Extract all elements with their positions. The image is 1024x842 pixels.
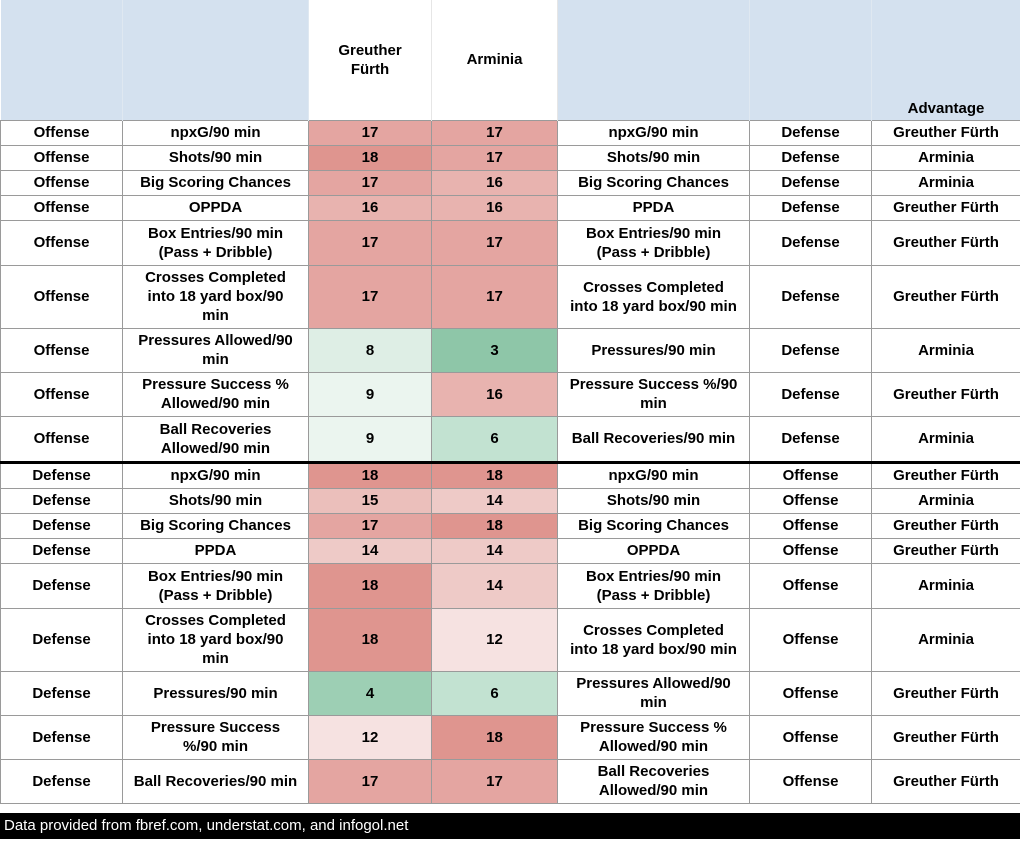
row-side-right: Offense (750, 538, 872, 563)
header-blank-2 (123, 0, 309, 120)
table-row (1, 715, 1021, 759)
row-advantage: Arminia (872, 416, 1021, 462)
team2-value: 18 (432, 462, 558, 488)
row-stat-right: npxG/90 min (558, 462, 750, 488)
row-advantage: Greuther Fürth (872, 220, 1021, 265)
right-edge (1020, 0, 1024, 842)
row-side-right: Defense (750, 416, 872, 462)
row-stat-left: OPPDA (123, 195, 309, 220)
team1-value: 17 (309, 170, 432, 195)
team2-value: 14 (432, 488, 558, 513)
row-stat-left: npxG/90 min (123, 120, 309, 145)
row-stat-right: Big Scoring Chances (558, 170, 750, 195)
team1-value: 4 (309, 671, 432, 715)
row-side-left: Defense (1, 488, 123, 513)
row-side-right: Offense (750, 563, 872, 608)
row-advantage: Greuther Fürth (872, 372, 1021, 416)
row-advantage: Greuther Fürth (872, 715, 1021, 759)
table-row (1, 608, 1021, 671)
team2-value: 6 (432, 671, 558, 715)
row-stat-right: Box Entries/90 min (Pass + Dribble) (558, 220, 750, 265)
table-row (1, 145, 1021, 170)
team1-value: 9 (309, 416, 432, 462)
row-stat-right: npxG/90 min (558, 120, 750, 145)
row-advantage: Greuther Fürth (872, 759, 1021, 803)
row-side-right: Offense (750, 671, 872, 715)
row-advantage: Greuther Fürth (872, 120, 1021, 145)
team2-value: 18 (432, 715, 558, 759)
team1-value: 17 (309, 759, 432, 803)
table-row (1, 488, 1021, 513)
row-advantage: Greuther Fürth (872, 462, 1021, 488)
table-row (1, 195, 1021, 220)
row-side-left: Defense (1, 563, 123, 608)
team2-value: 14 (432, 538, 558, 563)
table-row (1, 328, 1021, 372)
row-stat-right: Shots/90 min (558, 145, 750, 170)
row-side-left: Offense (1, 372, 123, 416)
team2-value: 16 (432, 170, 558, 195)
team1-value: 17 (309, 265, 432, 328)
header-blank-3 (558, 0, 750, 120)
table-row (1, 538, 1021, 563)
table-row (1, 759, 1021, 803)
row-side-left: Offense (1, 220, 123, 265)
team2-value: 17 (432, 145, 558, 170)
row-side-right: Defense (750, 372, 872, 416)
table-row (1, 462, 1021, 488)
row-side-left: Defense (1, 608, 123, 671)
team1-value: 8 (309, 328, 432, 372)
row-advantage: Arminia (872, 488, 1021, 513)
row-stat-left: PPDA (123, 538, 309, 563)
row-stat-left: Crosses Completed into 18 yard box/90 min (123, 265, 309, 328)
header-row (1, 0, 1021, 120)
team2-value: 14 (432, 563, 558, 608)
row-stat-right: Pressure Success %/90 min (558, 372, 750, 416)
row-stat-left: Pressures/90 min (123, 671, 309, 715)
row-stat-left: Ball Recoveries/90 min (123, 759, 309, 803)
row-side-left: Offense (1, 416, 123, 462)
row-side-left: Defense (1, 671, 123, 715)
row-stat-right: Box Entries/90 min (Pass + Dribble) (558, 563, 750, 608)
table-row (1, 513, 1021, 538)
row-side-right: Defense (750, 195, 872, 220)
row-advantage: Greuther Fürth (872, 265, 1021, 328)
row-stat-right: Shots/90 min (558, 488, 750, 513)
header-blank-1 (1, 0, 123, 120)
row-side-left: Offense (1, 328, 123, 372)
team2-header: Arminia (432, 0, 558, 120)
team1-value: 9 (309, 372, 432, 416)
table-row (1, 265, 1021, 328)
table-row (1, 220, 1021, 265)
row-advantage: Greuther Fürth (872, 195, 1021, 220)
table-row (1, 563, 1021, 608)
row-stat-right: PPDA (558, 195, 750, 220)
row-stat-left: Big Scoring Chances (123, 170, 309, 195)
row-stat-right: Pressure Success % Allowed/90 min (558, 715, 750, 759)
row-side-right: Offense (750, 608, 872, 671)
table-row (1, 120, 1021, 145)
team2-value: 17 (432, 759, 558, 803)
row-stat-right: Ball Recoveries Allowed/90 min (558, 759, 750, 803)
row-stat-left: Shots/90 min (123, 145, 309, 170)
row-side-right: Offense (750, 462, 872, 488)
row-stat-right: Pressures/90 min (558, 328, 750, 372)
team2-value: 16 (432, 195, 558, 220)
row-stat-left: Pressure Success %/90 min (123, 715, 309, 759)
team1-header: Greuther Fürth (309, 0, 432, 120)
team2-value: 3 (432, 328, 558, 372)
row-side-right: Offense (750, 513, 872, 538)
row-advantage: Greuther Fürth (872, 513, 1021, 538)
row-side-right: Defense (750, 145, 872, 170)
team1-value: 17 (309, 220, 432, 265)
row-side-right: Offense (750, 488, 872, 513)
team1-value: 17 (309, 120, 432, 145)
row-stat-right: OPPDA (558, 538, 750, 563)
row-stat-right: Crosses Completed into 18 yard box/90 min (558, 608, 750, 671)
row-side-left: Offense (1, 265, 123, 328)
team2-value: 6 (432, 416, 558, 462)
advantage-header: Advantage (872, 0, 1021, 120)
row-side-left: Offense (1, 120, 123, 145)
row-side-right: Defense (750, 328, 872, 372)
row-advantage: Arminia (872, 328, 1021, 372)
row-side-left: Offense (1, 170, 123, 195)
team2-value: 17 (432, 120, 558, 145)
team1-value: 17 (309, 513, 432, 538)
row-stat-right: Ball Recoveries/90 min (558, 416, 750, 462)
row-advantage: Greuther Fürth (872, 671, 1021, 715)
team2-value: 18 (432, 513, 558, 538)
row-advantage: Greuther Fürth (872, 538, 1021, 563)
row-advantage: Arminia (872, 563, 1021, 608)
row-side-right: Offense (750, 759, 872, 803)
row-side-right: Defense (750, 220, 872, 265)
header-blank-4 (750, 0, 872, 120)
team2-value: 17 (432, 265, 558, 328)
row-side-left: Offense (1, 145, 123, 170)
row-side-right: Defense (750, 120, 872, 145)
row-stat-left: Ball Recoveries Allowed/90 min (123, 416, 309, 462)
table-row (1, 416, 1021, 462)
team2-value: 12 (432, 608, 558, 671)
team1-value: 18 (309, 563, 432, 608)
team1-value: 12 (309, 715, 432, 759)
row-stat-left: Pressure Success % Allowed/90 min (123, 372, 309, 416)
row-stat-left: Shots/90 min (123, 488, 309, 513)
row-side-left: Defense (1, 513, 123, 538)
team1-value: 18 (309, 145, 432, 170)
table-row (1, 170, 1021, 195)
row-side-left: Defense (1, 538, 123, 563)
row-stat-left: Box Entries/90 min (Pass + Dribble) (123, 220, 309, 265)
row-stat-right: Crosses Completed into 18 yard box/90 min (558, 265, 750, 328)
row-side-left: Defense (1, 462, 123, 488)
row-side-left: Offense (1, 195, 123, 220)
data-source-footer: Data provided from fbref.com, understat.com, and infogol.net (0, 813, 1020, 839)
row-stat-left: npxG/90 min (123, 462, 309, 488)
table-row (1, 671, 1021, 715)
row-advantage: Arminia (872, 170, 1021, 195)
row-stat-left: Pressures Allowed/90 min (123, 328, 309, 372)
row-stat-left: Crosses Completed into 18 yard box/90 min (123, 608, 309, 671)
team1-value: 16 (309, 195, 432, 220)
team2-value: 17 (432, 220, 558, 265)
team2-value: 16 (432, 372, 558, 416)
row-side-left: Defense (1, 759, 123, 803)
team1-value: 18 (309, 462, 432, 488)
row-side-right: Defense (750, 265, 872, 328)
team1-value: 14 (309, 538, 432, 563)
row-stat-right: Pressures Allowed/90 min (558, 671, 750, 715)
row-advantage: Arminia (872, 608, 1021, 671)
row-side-right: Defense (750, 170, 872, 195)
row-stat-left: Big Scoring Chances (123, 513, 309, 538)
table-row (1, 372, 1021, 416)
row-stat-right: Big Scoring Chances (558, 513, 750, 538)
team1-value: 15 (309, 488, 432, 513)
row-side-left: Defense (1, 715, 123, 759)
row-advantage: Arminia (872, 145, 1021, 170)
row-side-right: Offense (750, 715, 872, 759)
team1-value: 18 (309, 608, 432, 671)
row-stat-left: Box Entries/90 min (Pass + Dribble) (123, 563, 309, 608)
